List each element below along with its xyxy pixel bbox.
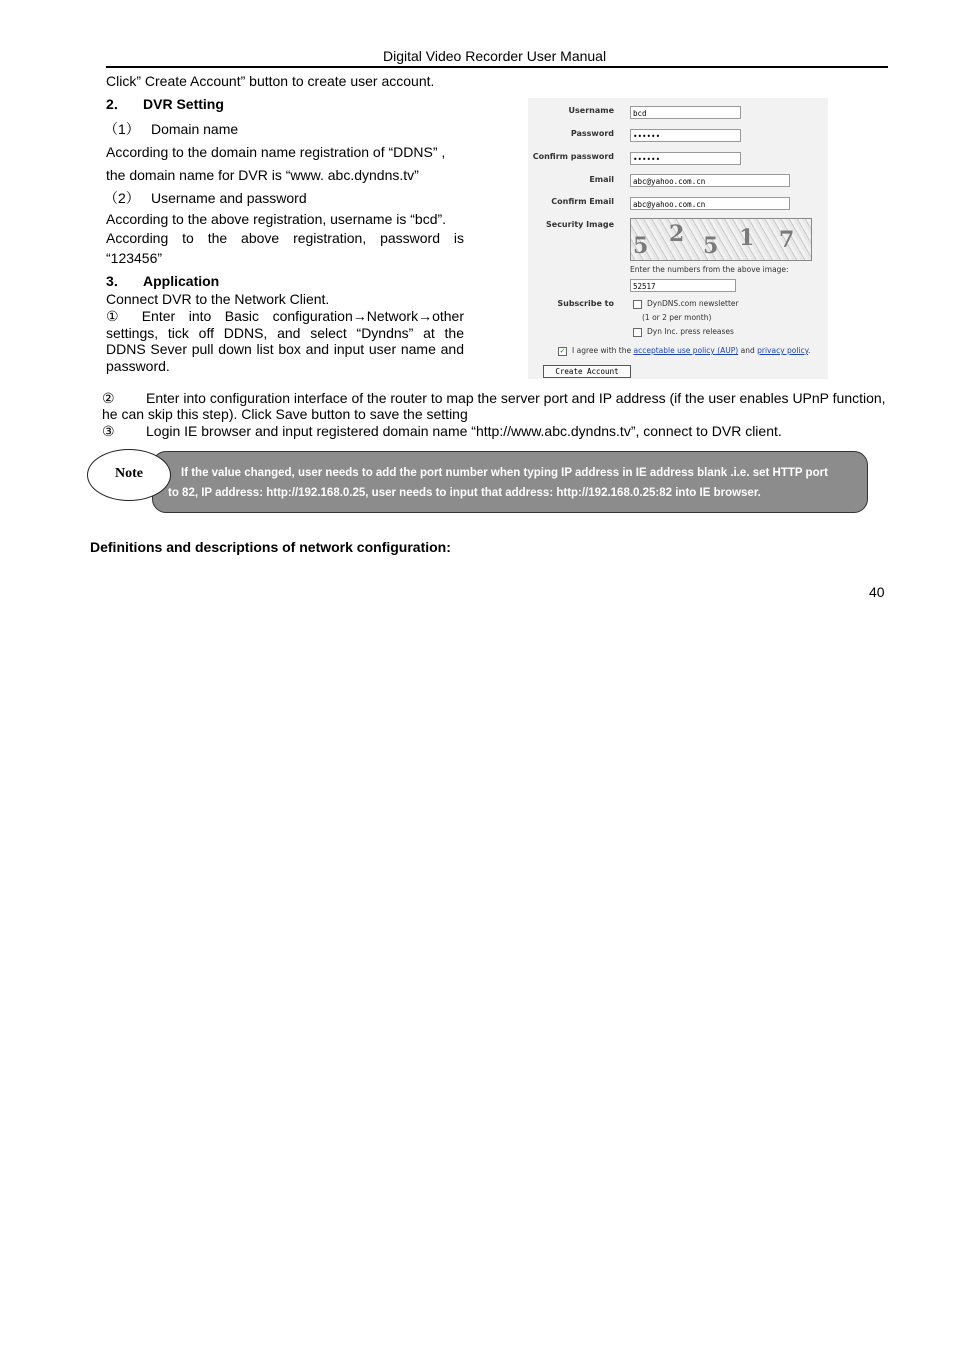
captcha-digit: 5 xyxy=(703,233,719,259)
paragraph-line: settings, tick off DDNS, and select “Dyndns” at the xyxy=(106,325,464,341)
paragraph-line: password. xyxy=(106,358,170,374)
newsletter-frequency: (1 or 2 per month) xyxy=(642,313,712,322)
confirm-email-input[interactable]: abc@yahoo.com.cn xyxy=(630,197,790,210)
note-label: Note xyxy=(115,466,143,481)
agree-prefix: I agree with the xyxy=(572,346,632,355)
subscribe-label: Subscribe to xyxy=(557,299,614,308)
username-label: Username xyxy=(568,106,614,115)
note-text xyxy=(168,463,860,503)
press-releases-option: Dyn Inc. press releases xyxy=(647,327,734,336)
note-line: If the value changed, user needs to add the port number when typing IP address in IE address blank .i.e. set HTTP port xyxy=(181,467,828,479)
section-3-number: 3． xyxy=(106,273,128,289)
captcha-hint: Enter the numbers from the above image: xyxy=(630,265,789,274)
running-header: Digital Video Recorder User Manual xyxy=(383,48,607,64)
aup-link[interactable]: acceptable use policy (AUP) xyxy=(633,346,739,355)
newsletter-option: DynDNS.com newsletter xyxy=(647,299,739,308)
section-2-number: 2． xyxy=(106,96,128,112)
confirm-password-input[interactable]: •••••• xyxy=(630,152,741,165)
confirm-password-label: Confirm password xyxy=(532,152,614,161)
password-input[interactable]: •••••• xyxy=(630,129,741,142)
definitions-heading: Definitions and descriptions of network configuration: xyxy=(90,539,451,555)
password-label: Password xyxy=(570,129,614,138)
captcha-digit: 5 xyxy=(633,233,649,259)
press-releases-checkbox[interactable] xyxy=(633,328,642,337)
paragraph-line: ① Enter into Basic configuration→Network→other xyxy=(106,308,464,324)
subsection-2-2-number: （2） xyxy=(104,190,140,206)
username-input[interactable]: bcd xyxy=(630,106,741,119)
captcha-digit: 7 xyxy=(779,227,795,253)
confirm-email-label: Confirm Email xyxy=(551,197,614,206)
agree-text xyxy=(572,346,810,355)
email-input[interactable]: abc@yahoo.com.cn xyxy=(630,174,790,187)
intro-text: Click” Create Account” button to create user account. xyxy=(106,73,435,89)
create-account-button[interactable]: Create Account xyxy=(543,365,631,378)
agree-end: . xyxy=(808,346,811,355)
paragraph-line: According to the above registration, username is “bcd”. xyxy=(106,211,447,227)
paragraph-line: According to the above registration, password is xyxy=(106,230,464,246)
paragraph-line: Login IE browser and input registered domain name “http://www.abc.dyndns.tv”, connect to DVR client. xyxy=(146,423,782,439)
privacy-policy-link[interactable]: privacy policy xyxy=(757,346,809,355)
newsletter-checkbox[interactable] xyxy=(633,300,642,309)
subsection-2-1-number: （1） xyxy=(104,121,140,137)
paragraph-line: Enter into configuration interface of the router to map the server port and IP address (if the user enables UPnP function, xyxy=(146,390,886,406)
step-marker: ③ xyxy=(102,423,115,439)
paragraph-line: According to the domain name registration of “DDNS” , xyxy=(106,144,446,160)
header-rule xyxy=(106,66,888,68)
paragraph-line: “123456” xyxy=(106,250,163,266)
email-label: Email xyxy=(589,175,614,184)
security-image-label: Security Image xyxy=(546,220,614,229)
subsection-2-1-title: Domain name xyxy=(151,121,239,137)
agree-and: and xyxy=(740,346,755,355)
section-3-title: Application xyxy=(143,273,220,289)
captcha-digit: 1 xyxy=(739,225,755,251)
captcha-digit: 2 xyxy=(669,221,685,247)
step-marker: ② xyxy=(102,390,115,406)
registration-form-screenshot xyxy=(528,98,828,379)
page-number: 40 xyxy=(869,584,885,600)
section-2-title: DVR Setting xyxy=(143,96,224,112)
paragraph-line: Connect DVR to the Network Client. xyxy=(106,291,330,307)
subsection-2-2-title: Username and password xyxy=(151,190,307,206)
agree-checkbox[interactable]: ✓ xyxy=(559,347,566,355)
paragraph-line: he can skip this step). Click Save button to save the setting xyxy=(102,406,468,422)
paragraph-line: DDNS Sever pull down list box and input user name and xyxy=(106,341,464,357)
note-line: to 82, IP address: http://192.168.0.25, user needs to input that address: http://192.168.0.25:82 into IE browser. xyxy=(168,487,761,499)
captcha-image xyxy=(630,218,812,261)
captcha-input[interactable]: 52517 xyxy=(630,279,736,292)
paragraph-line: the domain name for DVR is “www. abc.dyndns.tv” xyxy=(106,167,419,183)
